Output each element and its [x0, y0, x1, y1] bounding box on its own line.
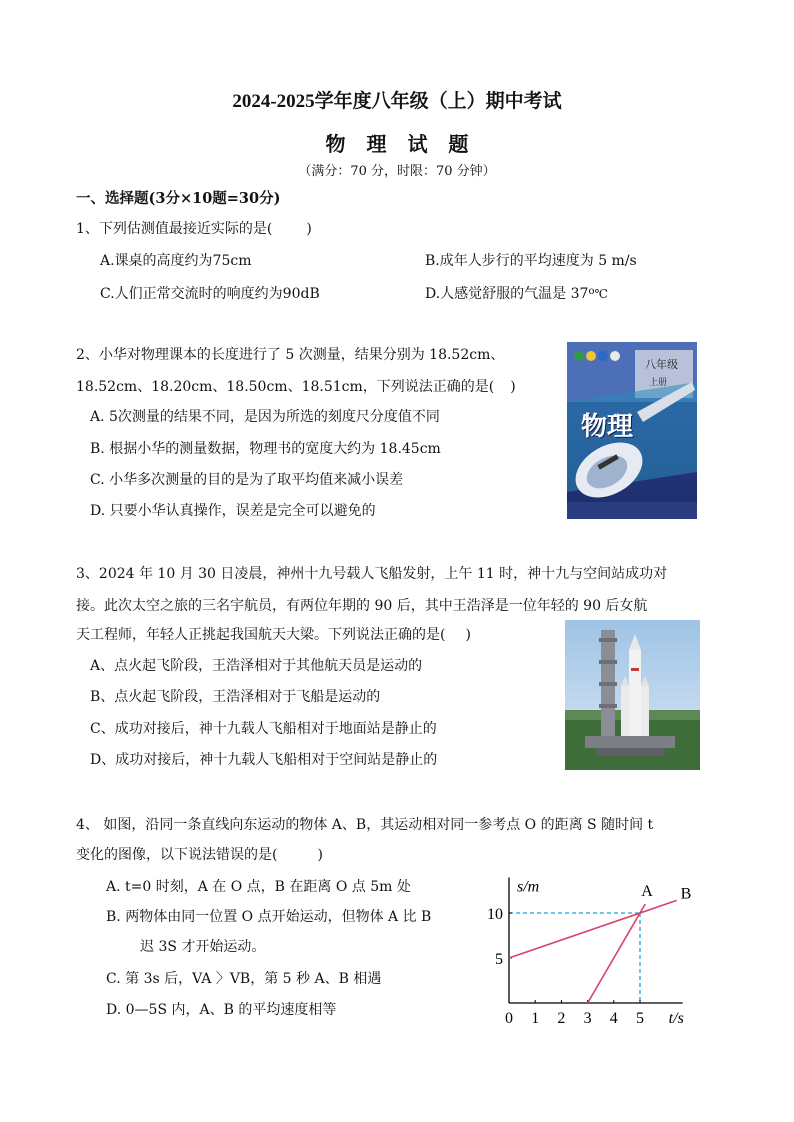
- section-title: 一、选择题(3分×10题=30分): [76, 190, 281, 207]
- q2-option-c: C. 小华多次测量的目的是为了取平均值来减小误差: [90, 472, 404, 488]
- q3-option-b: B、点火起飞阶段，王浩泽相对于飞船是运动的: [90, 689, 381, 705]
- rocket-launch-photo: [565, 620, 700, 770]
- q3-option-a: A、点火起飞阶段，王浩泽相对于其他航天员是运动的: [90, 658, 423, 674]
- book-volume: 上册: [649, 378, 668, 388]
- q1-option-c: C.人们正常交流时的响度约为90dB: [100, 286, 320, 302]
- q2-option-d: D. 只要小华认真操作，误差是完全可以避免的: [90, 503, 376, 519]
- q4-stem-line2: 变化的图像，以下说法错误的是( ): [76, 847, 323, 863]
- q2-option-a: A. 5次测量的结果不同，是因为所选的刻度尺分度值不同: [90, 409, 440, 425]
- textbook-cover-image: [567, 342, 697, 519]
- series-line-b: [509, 900, 677, 958]
- q1-option-b: B.成年人步行的平均速度为 5 m/s: [425, 253, 637, 269]
- q2-stem-line1: 2、小华对物理课本的长度进行了 5 次测量，结果分别为 18.52cm、: [76, 347, 505, 363]
- series-label-b: B: [680, 885, 692, 903]
- q4-option-b-cont: 迟 3S 才开始运动。: [140, 939, 266, 955]
- x-tick-label: 5: [636, 1010, 644, 1027]
- x-tick-label: 3: [583, 1010, 592, 1027]
- q4-option-a: A. t=0 时刻，A 在 O 点，B 在距离 O 点 5m 处: [106, 879, 411, 895]
- q4-option-b: B. 两物体由同一位置 O 点开始运动，但物体 A 比 B: [106, 909, 432, 925]
- q1-option-a: A.课桌的高度约为75cm: [100, 253, 252, 269]
- rocket-scene: [565, 620, 700, 770]
- q2-stem-line2: 18.52cm、18.20cm、18.50cm、18.51cm，下列说法正确的是( ): [76, 379, 516, 395]
- q3-stem-line2: 接。此次太空之旅的三名宇航员，有两位年期的 90 后，其中王浩泽是一位年轻的 90 后女航: [76, 598, 648, 614]
- x-tick-label: 0: [505, 1010, 513, 1027]
- book-grade: 八年级: [645, 358, 678, 371]
- y-axis-label: s/m: [517, 878, 540, 896]
- q1-stem: 1、下列估测值最接近实际的是( ): [76, 221, 312, 237]
- q4-option-c: C. 第 3s 后，VA 〉VB，第 5 秒 A、B 相遇: [106, 971, 382, 987]
- q3-stem-line3: 天工程师，年轻人正挑起我国航天大梁。下列说法正确的是( ): [76, 627, 471, 643]
- book-title: 物理: [581, 412, 634, 442]
- series-line-a: [588, 904, 646, 1003]
- exam-info: （满分：70 分，时限：70 分钟）: [298, 164, 496, 179]
- x-tick-label: 1: [531, 1010, 540, 1027]
- series-label-a: A: [641, 883, 653, 900]
- x-tick-label: 4: [609, 1010, 618, 1027]
- y-tick-label: 5: [495, 951, 503, 968]
- x-tick-label: 2: [557, 1010, 566, 1027]
- q4-stem-line1: 4、 如图，沿同一条直线向东运动的物体 A、B，其运动相对同一参考点 O 的距离 S 随时间 t: [76, 817, 654, 833]
- q4-option-d: D. 0—5S 内，A、B 的平均速度相等: [106, 1002, 337, 1018]
- distance-time-chart: [480, 855, 700, 1035]
- q3-option-d: D、成功对接后，神十九载人飞船相对于空间站是静止的: [90, 752, 438, 768]
- y-tick-label: 10: [487, 906, 503, 923]
- q1-option-d: D.人感觉舒服的气温是 37$^o$℃: [425, 286, 608, 302]
- q3-stem-line1: 3、2024 年 10 月 30 日凌晨，神州十九号载人飞船发射，上午 11 时，神十九与空间站成功对: [76, 566, 668, 582]
- q3-option-c: C、成功对接后，神十九载人飞船相对于地面站是静止的: [90, 721, 437, 737]
- x-axis-label: t/s: [668, 1010, 684, 1027]
- q2-option-b: B. 根据小华的测量数据，物理书的宽度大约为 18.45cm: [90, 441, 441, 457]
- exam-title: 2024-2025学年度八年级（上）期中考试: [232, 91, 562, 112]
- subject-title: 物 理 试 题: [325, 132, 469, 156]
